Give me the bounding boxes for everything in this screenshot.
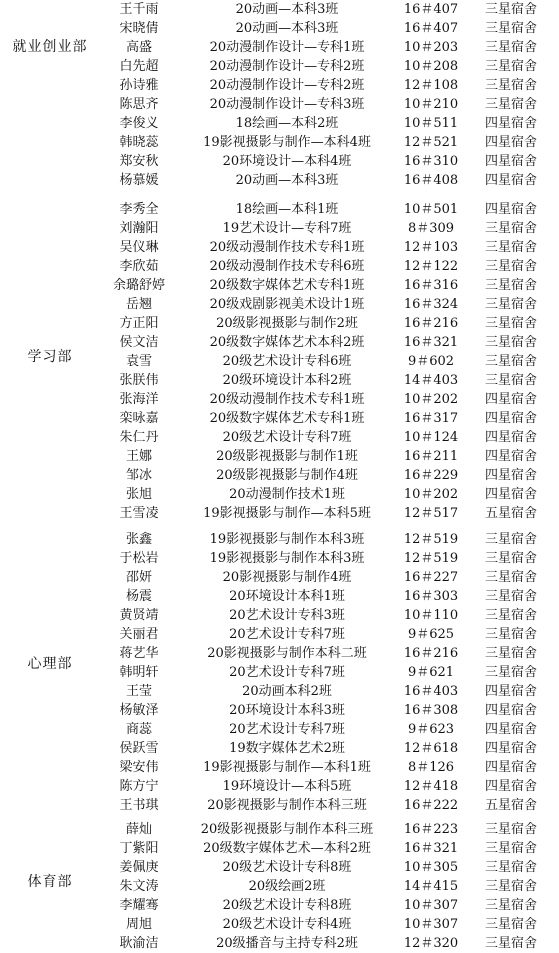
table-row: [0, 409, 559, 428]
class-name: 20动漫制作设计—专科3班: [209, 97, 365, 112]
student-name: 薛灿: [125, 822, 152, 837]
class-name: 20环境设计本科1班: [229, 589, 345, 604]
table-row: [0, 877, 559, 896]
student-name: 张朕伟: [119, 373, 159, 388]
student-name: 余璐舒婷: [112, 278, 165, 293]
table-row: [0, 428, 559, 447]
dorm-rating: 三星宿舍: [484, 373, 537, 388]
class-name: 20级环境设计本科2班: [222, 373, 352, 388]
dorm-room: 12＃521: [403, 135, 459, 150]
dorm-rating: 三星宿舍: [484, 259, 537, 274]
table-row: [0, 777, 559, 796]
dorm-room: 16＃317: [403, 411, 459, 426]
class-name: 20环境设计本科3班: [229, 703, 345, 718]
student-name: 白先超: [119, 59, 159, 74]
dorm-room: 12＃519: [403, 551, 459, 566]
student-name: 侯文洁: [119, 335, 159, 350]
dorm-rating: 三星宿舍: [484, 40, 537, 55]
table-row: [0, 504, 559, 523]
table-row: [0, 820, 559, 839]
class-name: 20级影视摄影与制作4班: [216, 468, 358, 483]
dorm-room: 16＃308: [403, 703, 459, 718]
dorm-rating: 四星宿舍: [484, 741, 537, 756]
class-name: 20动画本科2班: [242, 684, 332, 699]
dorm-rating: 四星宿舍: [484, 684, 537, 699]
dorm-rating: 四星宿舍: [484, 468, 537, 483]
class-name: 19影视摄影与制作本科3班: [209, 551, 365, 566]
student-name: 于松岩: [119, 551, 159, 566]
class-name: 20艺术设计专科7班: [229, 627, 345, 642]
student-name: 蒋艺华: [119, 646, 159, 661]
dorm-rating: 四星宿舍: [484, 760, 537, 775]
table-row: [0, 682, 559, 701]
class-name: 20艺术设计专科7班: [229, 722, 345, 737]
dorm-room: 16＃407: [403, 21, 459, 36]
table-row: [0, 625, 559, 644]
dorm-rating: 四星宿舍: [484, 411, 537, 426]
dorm-rating: 三星宿舍: [484, 59, 537, 74]
class-name: 20级数字媒体艺术专科1班: [209, 278, 365, 293]
table-row: [0, 701, 559, 720]
table-row: [0, 371, 559, 390]
dorm-rating: 三星宿舍: [484, 879, 537, 894]
class-name: 19艺术设计—专科7班: [222, 221, 352, 236]
class-name: 19影视摄影与制作本科3班: [209, 532, 365, 547]
student-name: 韩晓蕊: [119, 135, 159, 150]
dorm-rating: 三星宿舍: [484, 646, 537, 661]
class-name: 20级动漫制作技术专科1班: [209, 240, 365, 255]
dorm-room: 12＃418: [403, 779, 459, 794]
table-row: [0, 739, 559, 758]
table-row: [0, 295, 559, 314]
dorm-room: 16＃216: [403, 646, 459, 661]
dorm-rating: 四星宿舍: [484, 154, 537, 169]
dorm-room: 16＃310: [403, 154, 459, 169]
class-name: 20艺术设计专科7班: [229, 665, 345, 680]
class-name: 19环境设计—本科5班: [222, 779, 352, 794]
student-name: 黄贤靖: [119, 608, 159, 623]
student-name: 邹冰: [125, 468, 152, 483]
dorm-rating: 三星宿舍: [484, 532, 537, 547]
dorm-rating: 三星宿舍: [484, 335, 537, 350]
department-label: 心理部: [27, 656, 73, 672]
dorm-room: 16＃403: [403, 684, 459, 699]
dorm-room: 10＃202: [403, 487, 459, 502]
student-name: 孙诗雅: [119, 78, 159, 93]
table-row: [0, 76, 559, 95]
dorm-rating: 三星宿舍: [484, 2, 537, 17]
table-row: [0, 858, 559, 877]
dorm-room: 14＃415: [403, 879, 459, 894]
dorm-rating: 三星宿舍: [484, 570, 537, 585]
table-row: [0, 447, 559, 466]
dorm-room: 16＃408: [403, 173, 459, 188]
dorm-rating: 四星宿舍: [484, 116, 537, 131]
dorm-room: 16＃321: [403, 841, 459, 856]
table-row: [0, 796, 559, 815]
table-row: [0, 758, 559, 777]
class-name: 19数字媒体艺术2班: [229, 741, 345, 756]
table-row: [0, 276, 559, 295]
dorm-room: 12＃108: [403, 78, 459, 93]
dorm-rating: 四星宿舍: [484, 430, 537, 445]
dorm-rating: 三星宿舍: [484, 240, 537, 255]
table-row: [0, 485, 559, 504]
dorm-room: 9＃602: [407, 354, 455, 369]
class-name: 19影视摄影与制作—本科1班: [203, 760, 371, 775]
department-label: 学习部: [27, 349, 73, 365]
student-name: 朱仁丹: [119, 430, 159, 445]
dorm-room: 10＃208: [403, 59, 459, 74]
class-name: 20级数字媒体艺术专科1班: [209, 411, 365, 426]
dorm-room: 10＃124: [403, 430, 459, 445]
table-row: [0, 95, 559, 114]
student-name: 朱文涛: [119, 879, 159, 894]
dorm-room: 10＃202: [403, 392, 459, 407]
class-name: 20级动漫制作技术专科6班: [209, 259, 365, 274]
dorm-rating: 三星宿舍: [484, 627, 537, 642]
class-name: 20级动漫制作技术专科1班: [209, 392, 365, 407]
student-name: 杨慕媛: [119, 173, 159, 188]
student-name: 岳翘: [125, 297, 152, 312]
dorm-room: 10＃210: [403, 97, 459, 112]
student-name: 栾咏嘉: [119, 411, 159, 426]
table-row: [0, 663, 559, 682]
dorm-rating: 三星宿舍: [484, 354, 537, 369]
table-row: [0, 171, 559, 190]
class-name: 20动漫制作设计—专科2班: [209, 78, 365, 93]
student-name: 郑安秋: [119, 154, 159, 169]
dorm-rating: 三星宿舍: [484, 551, 537, 566]
class-name: 18绘画—本科2班: [235, 116, 339, 131]
class-name: 20动画—本科3班: [235, 173, 339, 188]
dorm-room: 10＃511: [403, 116, 459, 131]
table-row: [0, 314, 559, 333]
class-name: 20级播音与主持专科2班: [216, 936, 358, 951]
dorm-room: 9＃625: [407, 627, 455, 642]
class-name: 19影视摄影与制作—本科5班: [203, 506, 371, 521]
dorm-room: 12＃517: [403, 506, 459, 521]
table-row: [0, 549, 559, 568]
class-name: 20影视摄影与制作本科三班: [207, 798, 367, 813]
dorm-rating: 四星宿舍: [484, 487, 537, 502]
table-row: [0, 0, 559, 19]
student-name: 耿渝洁: [119, 936, 159, 951]
dorm-room: 16＃211: [403, 449, 459, 464]
dorm-rating: 三星宿舍: [484, 78, 537, 93]
class-name: 20级艺术设计专科7班: [222, 430, 352, 445]
dorm-rating: 四星宿舍: [484, 392, 537, 407]
class-name: 19影视摄影与制作—本科4班: [203, 135, 371, 150]
table-row: [0, 390, 559, 409]
class-name: 20动漫制作设计—专科1班: [209, 40, 365, 55]
class-name: 20级绘画2班: [248, 879, 326, 894]
student-name: 杨震: [125, 589, 152, 604]
dorm-rating: 三星宿舍: [484, 278, 537, 293]
dorm-rating: 三星宿舍: [484, 898, 537, 913]
table-row: [0, 606, 559, 625]
student-name: 李欣茹: [119, 259, 159, 274]
class-name: 20级数字媒体艺术—本科2班: [203, 841, 371, 856]
table-row: [0, 333, 559, 352]
student-name: 刘瀚阳: [119, 221, 159, 236]
student-name: 梁安伟: [119, 760, 159, 775]
class-name: 20艺术设计专科3班: [229, 608, 345, 623]
student-name: 陈思齐: [119, 97, 159, 112]
table-row: [0, 152, 559, 171]
student-name: 侯跃雪: [119, 741, 159, 756]
dorm-rating: 三星宿舍: [484, 316, 537, 331]
dorm-rating: 三星宿舍: [484, 917, 537, 932]
class-name: 20动漫制作技术1班: [229, 487, 345, 502]
dorm-rating: 四星宿舍: [484, 779, 537, 794]
student-name: 宋晓倩: [119, 21, 159, 36]
student-name: 李俊义: [119, 116, 159, 131]
class-name: 20级艺术设计专科8班: [222, 898, 352, 913]
table-row: [0, 568, 559, 587]
student-name: 王雪凌: [119, 506, 159, 521]
student-name: 王娜: [125, 449, 152, 464]
table-row: [0, 19, 559, 38]
dorm-room: 12＃103: [403, 240, 459, 255]
student-name: 杨敏泽: [119, 703, 159, 718]
department-label: 就业创业部: [12, 39, 88, 55]
student-name: 张旭: [125, 487, 152, 502]
class-name: 20动漫制作设计—专科2班: [209, 59, 365, 74]
table-row: [0, 200, 559, 219]
table-row: [0, 38, 559, 57]
dorm-rating: 四星宿舍: [484, 173, 537, 188]
class-name: 20影视摄影与制作本科二班: [207, 646, 367, 661]
student-name: 周旭: [125, 917, 152, 932]
table-row: [0, 934, 559, 953]
class-name: 20动画—本科3班: [235, 21, 339, 36]
dorm-rating: 四星宿舍: [484, 135, 537, 150]
dorm-rating: 四星宿舍: [484, 449, 537, 464]
class-name: 20级影视摄影与制作2班: [216, 316, 358, 331]
table-row: [0, 352, 559, 371]
dorm-room: 12＃122: [403, 259, 459, 274]
student-name: 张海洋: [119, 392, 159, 407]
student-name: 陈方宁: [119, 779, 159, 794]
class-name: 20级艺术设计专科4班: [222, 917, 352, 932]
dorm-room: 8＃126: [407, 760, 455, 775]
dorm-rating: 三星宿舍: [484, 841, 537, 856]
table-row: [0, 587, 559, 606]
student-name: 姜佩庚: [119, 860, 159, 875]
class-name: 20级艺术设计专科6班: [222, 354, 352, 369]
student-name: 张鑫: [125, 532, 152, 547]
dorm-room: 12＃618: [403, 741, 459, 756]
dorm-room: 16＃222: [403, 798, 459, 813]
dorm-room: 16＃216: [403, 316, 459, 331]
table-row: [0, 839, 559, 858]
student-name: 方正阳: [119, 316, 159, 331]
dorm-room: 10＃203: [403, 40, 459, 55]
table-row: [0, 57, 559, 76]
dorm-room: 8＃309: [407, 221, 455, 236]
student-name: 袁雪: [125, 354, 152, 369]
dorm-rating: 三星宿舍: [484, 822, 537, 837]
dorm-room: 10＃110: [403, 608, 459, 623]
dorm-rating: 四星宿舍: [484, 202, 537, 217]
class-name: 20级戏剧影视美术设计1班: [209, 297, 365, 312]
dorm-room: 16＃223: [403, 822, 459, 837]
student-name: 高盛: [125, 40, 152, 55]
dorm-rating: 三星宿舍: [484, 297, 537, 312]
class-name: 18绘画—本科1班: [235, 202, 339, 217]
dorm-room: 10＃501: [403, 202, 459, 217]
dorm-room: 12＃519: [403, 532, 459, 547]
dorm-room: 10＃307: [403, 898, 459, 913]
dorm-room: 10＃305: [403, 860, 459, 875]
table-row: [0, 238, 559, 257]
student-name: 李耀骞: [119, 898, 159, 913]
class-name: 20影视摄影与制作4班: [222, 570, 352, 585]
dorm-rating: 四星宿舍: [484, 703, 537, 718]
student-name: 商蕊: [125, 722, 152, 737]
dorm-rating: 五星宿舍: [484, 506, 537, 521]
student-name: 吴仪琳: [119, 240, 159, 255]
department-label: 体育部: [27, 874, 73, 890]
dorm-room: 10＃307: [403, 917, 459, 932]
dorm-rating: 三星宿舍: [484, 221, 537, 236]
dorm-room: 16＃407: [403, 2, 459, 17]
dorm-room: 12＃320: [403, 936, 459, 951]
table-row: [0, 257, 559, 276]
table-row: [0, 720, 559, 739]
class-name: 20级影视摄影与制作本科三班: [200, 822, 374, 837]
dorm-room: 9＃623: [407, 722, 455, 737]
class-name: 20动画—本科3班: [235, 2, 339, 17]
dorm-rating: 三星宿舍: [484, 589, 537, 604]
dorm-rating: 三星宿舍: [484, 665, 537, 680]
class-name: 20级艺术设计专科8班: [222, 860, 352, 875]
table-row: [0, 896, 559, 915]
table-row: [0, 915, 559, 934]
dorm-room: 9＃621: [407, 665, 455, 680]
student-name: 关丽君: [119, 627, 159, 642]
table-row: [0, 466, 559, 485]
student-name: 李秀全: [119, 202, 159, 217]
dorm-rating: 三星宿舍: [484, 608, 537, 623]
table-row: [0, 644, 559, 663]
student-name: 王千雨: [119, 2, 159, 17]
dorm-rating: 三星宿舍: [484, 936, 537, 951]
dorm-rating: 三星宿舍: [484, 97, 537, 112]
class-name: 20级数字媒体艺术本科2班: [209, 335, 365, 350]
dorm-room: 16＃321: [403, 335, 459, 350]
dorm-room: 16＃227: [403, 570, 459, 585]
student-name: 王书琪: [119, 798, 159, 813]
dorm-rating: 四星宿舍: [484, 722, 537, 737]
student-name: 韩明轩: [119, 665, 159, 680]
dorm-room: 16＃316: [403, 278, 459, 293]
student-name: 邵妍: [125, 570, 152, 585]
class-name: 20环境设计—本科4班: [222, 154, 352, 169]
dorm-room: 16＃229: [403, 468, 459, 483]
table-row: [0, 530, 559, 549]
table-row: [0, 133, 559, 152]
dorm-room: 14＃403: [403, 373, 459, 388]
dorm-rating: 三星宿舍: [484, 860, 537, 875]
table-row: [0, 114, 559, 133]
class-name: 20级影视摄影与制作1班: [216, 449, 358, 464]
dorm-room: 16＃324: [403, 297, 459, 312]
dorm-rating: 五星宿舍: [484, 798, 537, 813]
student-name: 王莹: [125, 684, 152, 699]
student-name: 丁紫阳: [119, 841, 159, 856]
dorm-room: 16＃303: [403, 589, 459, 604]
table-row: [0, 219, 559, 238]
dorm-rating: 三星宿舍: [484, 21, 537, 36]
